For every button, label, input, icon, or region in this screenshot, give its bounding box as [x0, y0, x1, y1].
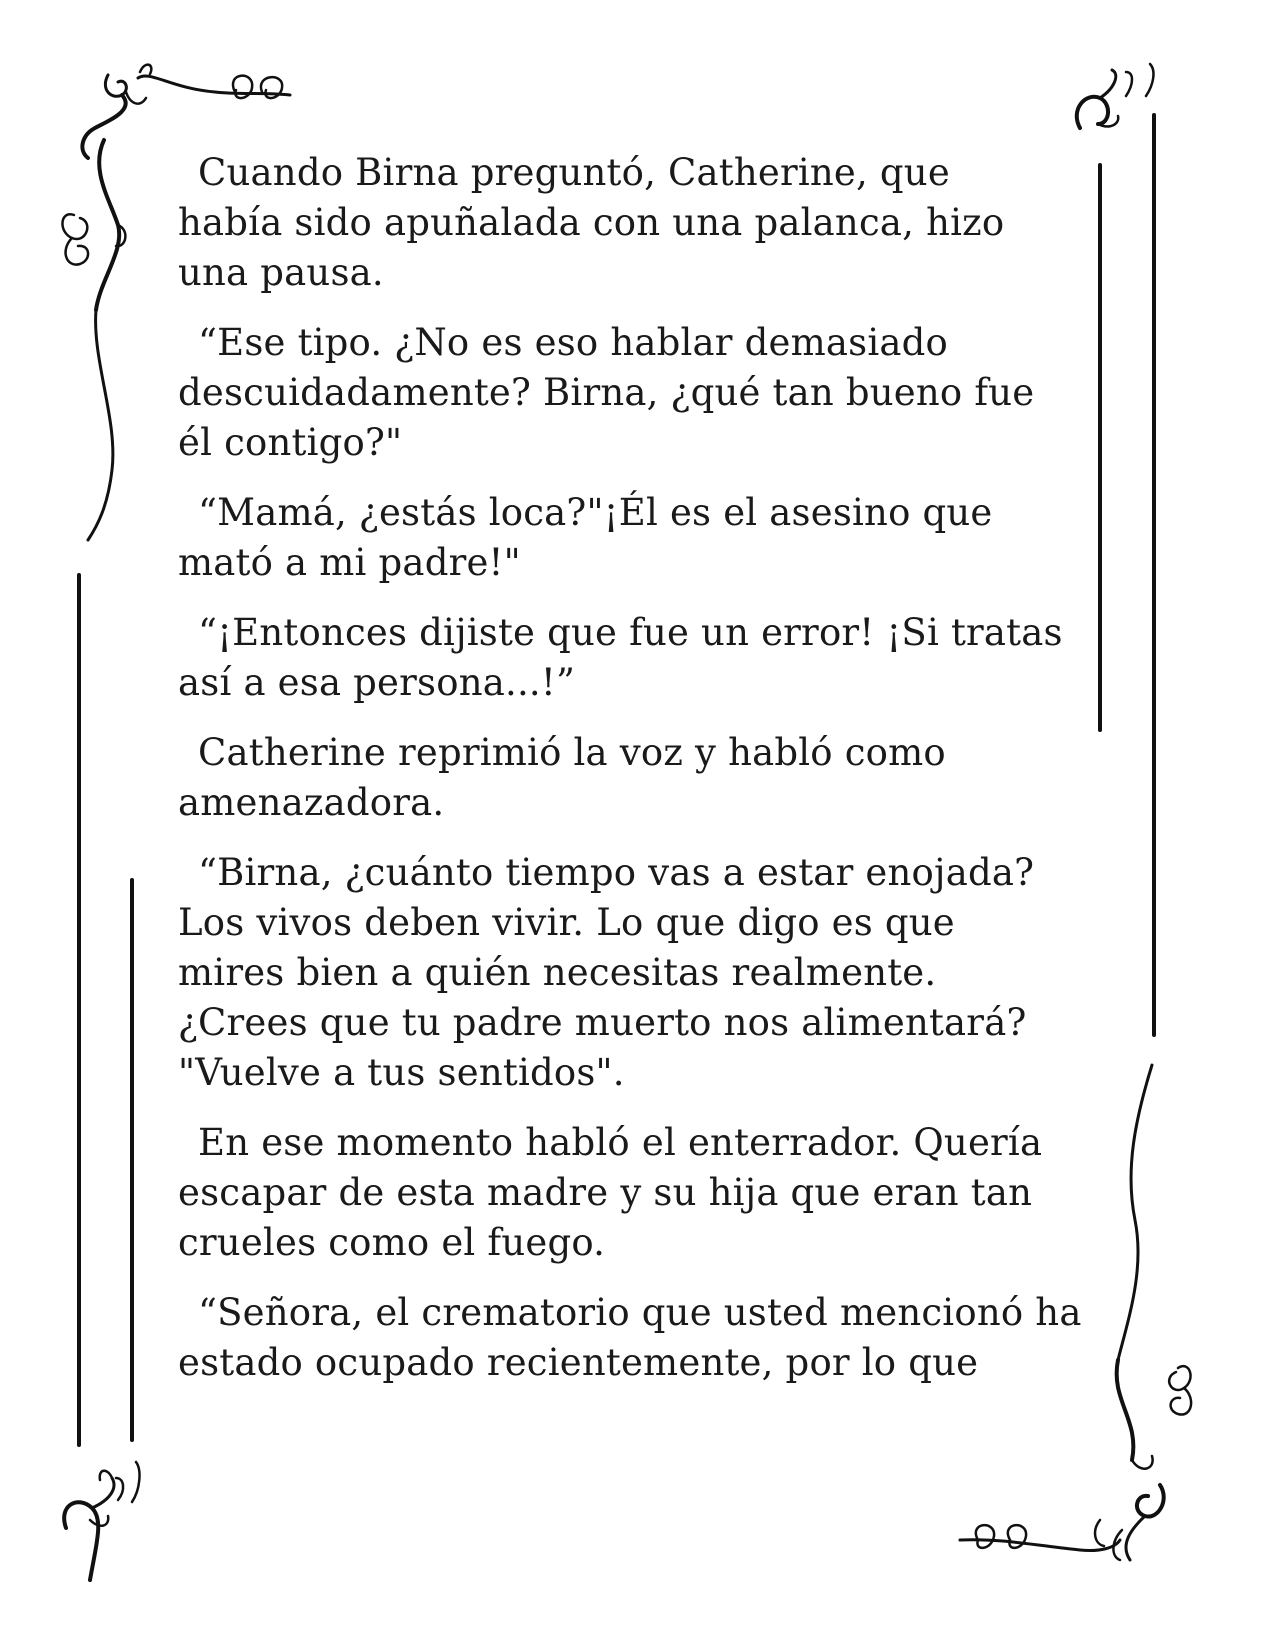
text-line: descuidadamente? Birna, ¿qué tan bueno fue [178, 371, 1035, 414]
paragraph-3 [178, 488, 1098, 588]
bottom-left-flourish-icon [64, 1462, 139, 1580]
body-text [178, 148, 1098, 1408]
text-line: “Mamá, ¿estás loca?"¡Él es el asesino que [198, 491, 993, 534]
text-line: “¡Entonces dijiste que fue un error! ¡Si tratas [198, 611, 1063, 654]
text-line: él contigo?" [178, 421, 403, 464]
text-line: "Vuelve a tus sentidos". [178, 1051, 625, 1094]
text-line: mató a mi padre!" [178, 541, 521, 584]
text-line: “Ese tipo. ¿No es eso hablar demasiado [198, 321, 949, 364]
paragraph-8 [178, 1288, 1098, 1388]
left-swirl-icon [62, 140, 125, 540]
text-line: estado ocupado recientemente, por lo que [178, 1341, 979, 1384]
text-line: “Señora, el crematorio que usted mencionó ha [198, 1291, 1082, 1334]
text-line: había sido apuñalada con una palanca, hizo [178, 201, 1005, 244]
top-right-flourish-icon [1077, 64, 1154, 128]
text-line: Cuando Birna preguntó, Catherine, que [198, 151, 950, 194]
text-line: mires bien a quién necesitas realmente. [178, 951, 937, 994]
text-line: En ese momento habló el enterrador. Quería [198, 1121, 1043, 1164]
paragraph-5 [178, 728, 1098, 828]
right-swirl-icon [1117, 1065, 1191, 1469]
text-line: amenazadora. [178, 781, 445, 824]
text-line: crueles como el fuego. [178, 1221, 606, 1264]
text-line: Los vivos deben vivir. Lo que digo es que [178, 901, 955, 944]
text-line: una pausa. [178, 251, 384, 294]
text-line: ¿Crees que tu padre muerto nos alimentará? [178, 1001, 1027, 1044]
paragraph-6 [178, 848, 1098, 1098]
top-left-flourish-icon [82, 65, 290, 158]
text-line: así a esa persona...!” [178, 661, 576, 704]
paragraph-2 [178, 318, 1098, 468]
paragraph-7 [178, 1118, 1098, 1268]
paragraph-4 [178, 608, 1098, 708]
bottom-right-flourish-icon [960, 1485, 1164, 1560]
text-line: Catherine reprimió la voz y habló como [198, 731, 946, 774]
text-line: “Birna, ¿cuánto tiempo vas a estar enojada? [198, 851, 1035, 894]
paragraph-1 [178, 148, 1098, 298]
text-line: escapar de esta madre y su hija que eran tan [178, 1171, 1033, 1214]
